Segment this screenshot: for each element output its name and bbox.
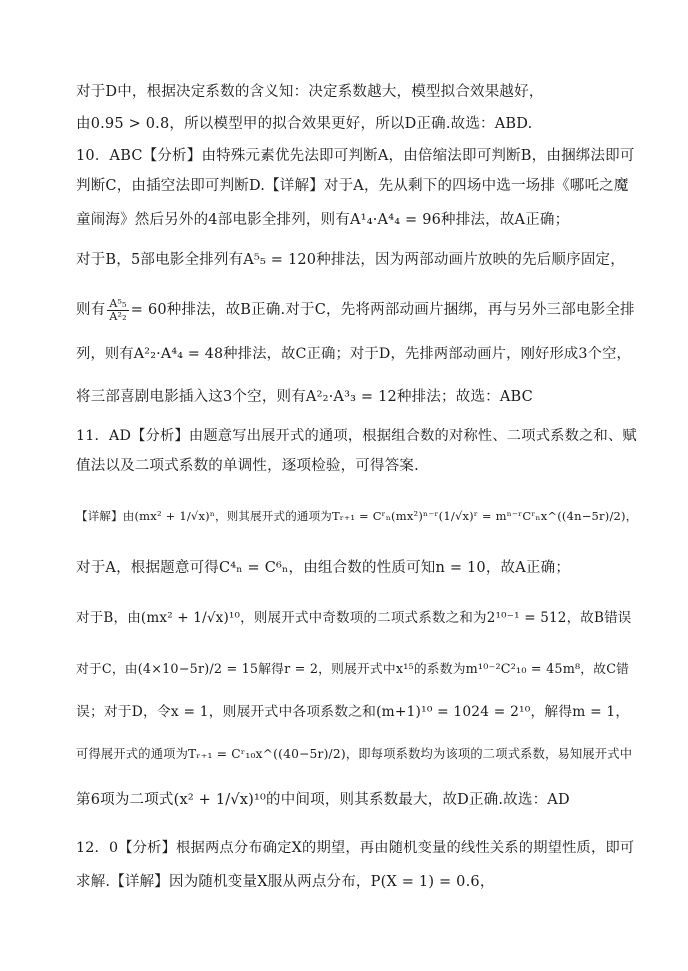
text-line-4: 判断C，由插空法即可判断D.【详解】对于A，先从剩下的四场中选一场排《哪吒之魔 xyxy=(76,178,629,194)
fraction-numerator: A⁵₅ xyxy=(109,296,127,310)
text-line-15: 对于C，由(4×10−5r)/2 = 15解得r = 2，则展开式中x¹⁵的系数为m¹⁰⁻²C²₁₀ = 45m⁸，故C错 xyxy=(76,662,630,677)
text-line-2: 由0.95 > 0.8，所以模型甲的拟合效果更好，所以D正确.故选：ABD. xyxy=(76,116,533,132)
text-line-5: 童闹海》然后另外的4部电影全排列，则有A¹₄·A⁴₄ = 96种排法，故A正确； xyxy=(76,212,570,228)
text-line-19: 12．0【分析】根据两点分布确定X的期望，再由随机变量的线性关系的期望性质，即可 xyxy=(76,840,635,856)
fraction-denominator: A²₂ xyxy=(109,309,127,323)
text-line-14: 对于B，由(mx² + 1/√x)¹⁰，则展开式中奇数项的二项式系数之和为2¹⁰⁻¹ = 512，故B错误 xyxy=(76,610,632,626)
text-line-11: 值法以及二项式系数的单调性，逐项检验，可得答案. xyxy=(76,458,419,474)
text-line-13: 对于A，根据题意可得C⁴ₙ = C⁶ₙ，由组合数的性质可知n = 10，故A正确； xyxy=(76,560,571,576)
text-line-9: 将三部喜剧电影插入这3个空，则有A²₂·A³₃ = 12种排法；故选：ABC xyxy=(76,389,533,405)
text-line-8: 列，则有A²₂·A⁴₄ = 48种排法，故C正确；对于D，先排两部动画片，刚好形成3个空， xyxy=(76,346,631,362)
text-line-16: 误；对于D，令x = 1，则展开式中各项系数之和(m+1)¹⁰ = 1024 = 2¹⁰，解得m = 1， xyxy=(76,704,630,720)
text-line-17: 可得展开式的通项为Tᵣ₊₁ = Cʳ₁₀x^((40−5r)/2)，即每项系数均为该项的二项式系数，易知展开式中 xyxy=(76,747,633,761)
text-line-3: 10．ABC【分析】由特殊元素优先法即可判断A，由倍缩法即可判断B，由捆绑法即可 xyxy=(76,148,635,164)
text-line-12: 【详解】由(mx² + 1/√x)ⁿ，则其展开式的通项为Tᵣ₊₁ = Cʳₙ(mx²)ⁿ⁻ʳ(1/√x)ʳ = mⁿ⁻ʳCʳₙx^((4n−5r)/2)， xyxy=(76,509,638,523)
text-line-20: 求解.【详解】因为随机变量X服从两点分布，P(X = 1) = 0.6， xyxy=(76,874,495,890)
text-line-1: 对于D中，根据决定系数的含义知：决定系数越大，模型拟合效果越好， xyxy=(76,84,544,100)
fraction-a55-over-a22 xyxy=(107,298,128,323)
text-line-6: 对于B，5部电影全排列有A⁵₅ = 120种排法，因为两部动画片放映的先后顺序固定， xyxy=(76,252,625,268)
text-line-7 xyxy=(76,290,636,330)
text-line-18: 第6项为二项式(x² + 1/√x)¹⁰的中间项，则其系数最大，故D正确.故选：AD xyxy=(76,792,570,808)
text-line-7-prefix: 则有 xyxy=(76,302,106,318)
text-line-10: 11．AD【分析】由题意写出展开式的通项，根据组合数的对称性、二项式系数之和、赋 xyxy=(76,428,637,444)
text-line-7-suffix: = 60种排法，故B正确.对于C，先将两部动画片捆绑，再与另外三部电影全排 xyxy=(130,302,635,318)
